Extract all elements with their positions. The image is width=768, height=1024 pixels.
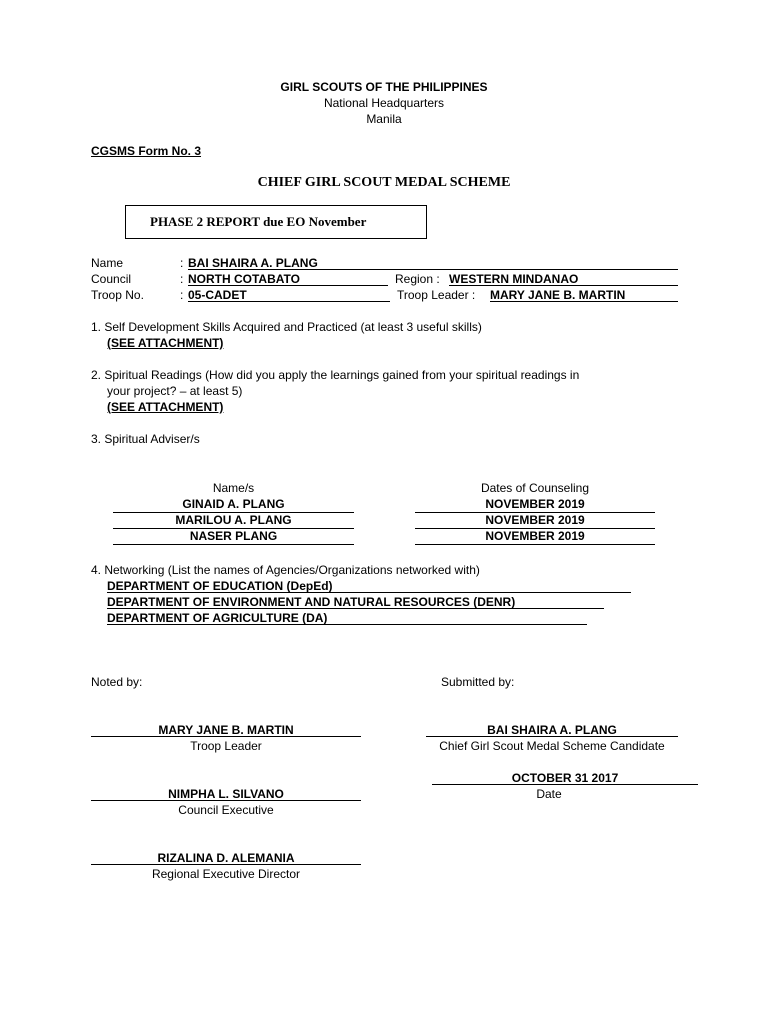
regional-director-title: Regional Executive Director	[151, 867, 301, 881]
adviser-row-rule	[415, 544, 655, 545]
troop-value: 05-CADET	[188, 288, 247, 302]
item-1-attachment: (SEE ATTACHMENT)	[107, 336, 224, 350]
dates-header: Dates of Counseling	[480, 481, 590, 495]
city-line: Manila	[366, 112, 402, 126]
document-title: CHIEF GIRL SCOUT MEDAL SCHEME	[257, 175, 511, 190]
agency-underline	[107, 608, 604, 609]
signature-line	[91, 736, 361, 737]
date-value: OCTOBER 31 2017	[511, 771, 619, 785]
name-label: Name	[91, 256, 124, 270]
region-value: WESTERN MINDANAO	[449, 272, 579, 286]
adviser-date: NOVEMBER 2019	[485, 513, 585, 527]
troop-underline	[188, 301, 390, 302]
name-underline	[188, 269, 678, 270]
name-value: BAI SHAIRA A. PLANG	[188, 256, 318, 270]
troop-leader-value: MARY JANE B. MARTIN	[490, 288, 626, 302]
agency-underline	[107, 592, 631, 593]
regional-director-signature-name: RIZALINA D. ALEMANIA	[157, 851, 295, 865]
networking-heading: 4. Networking (List the names of Agencies/Organizations networked with)	[91, 563, 480, 577]
noted-by-label: Noted by:	[91, 675, 143, 689]
troop-label: Troop No.	[91, 288, 144, 302]
troop-colon: :	[180, 288, 184, 302]
agency-underline	[107, 624, 587, 625]
council-underline	[188, 285, 388, 286]
names-header: Name/s	[212, 481, 255, 495]
council-exec-signature-name: NIMPHA L. SILVANO	[168, 787, 284, 801]
item-2-text-cont: your project? – at least 5)	[107, 384, 243, 398]
adviser-name: GINAID A. PLANG	[182, 497, 285, 511]
region-underline	[449, 285, 678, 286]
signature-line	[91, 800, 361, 801]
org-name: GIRL SCOUTS OF THE PHILIPPINES	[280, 80, 488, 94]
troop-leader-title: Troop Leader	[190, 739, 262, 753]
adviser-row-rule	[113, 544, 354, 545]
adviser-name: MARILOU A. PLANG	[175, 513, 292, 527]
submitted-by-label: Submitted by:	[441, 675, 515, 689]
name-colon: :	[180, 256, 184, 270]
council-label: Council	[91, 272, 132, 286]
troop-leader-underline	[490, 301, 678, 302]
hq-line: National Headquarters	[323, 96, 445, 110]
adviser-name: NASER PLANG	[189, 529, 278, 543]
report-title: PHASE 2 REPORT due EO November	[150, 214, 367, 229]
item-3-text: 3. Spiritual Adviser/s	[91, 432, 200, 446]
troop-leader-signature-name: MARY JANE B. MARTIN	[158, 723, 294, 737]
date-label: Date	[536, 787, 562, 801]
adviser-date: NOVEMBER 2019	[485, 529, 585, 543]
candidate-title: Chief Girl Scout Medal Scheme Candidate	[439, 739, 665, 753]
item-1-text: 1. Self Development Skills Acquired and Practiced (at least 3 useful skills)	[91, 320, 482, 334]
form-number: CGSMS Form No. 3	[91, 144, 202, 158]
item-2-attachment: (SEE ATTACHMENT)	[107, 400, 224, 414]
agency-item: DEPARTMENT OF AGRICULTURE (DA)	[107, 611, 328, 625]
council-exec-title: Council Executive	[178, 803, 274, 817]
item-2-text: 2. Spiritual Readings (How did you apply the learnings gained from your spiritual readings in	[91, 368, 580, 382]
agency-item: DEPARTMENT OF ENVIRONMENT AND NATURAL RESOURCES (DENR)	[107, 595, 516, 609]
troop-leader-label: Troop Leader :	[397, 288, 476, 302]
signature-line	[426, 736, 678, 737]
council-value: NORTH COTABATO	[188, 272, 300, 286]
region-label: Region :	[395, 272, 440, 286]
adviser-date: NOVEMBER 2019	[485, 497, 585, 511]
agency-item: DEPARTMENT OF EDUCATION (DepEd)	[107, 579, 333, 593]
signature-line	[91, 864, 361, 865]
council-colon: :	[180, 272, 184, 286]
candidate-signature-name: BAI SHAIRA A. PLANG	[487, 723, 617, 737]
date-line	[432, 784, 698, 785]
